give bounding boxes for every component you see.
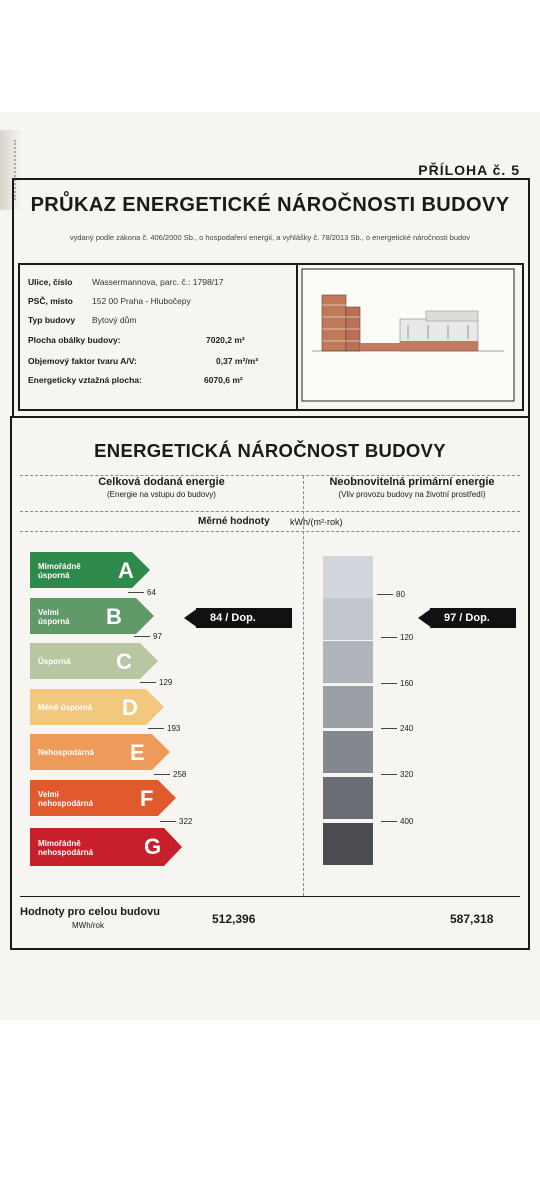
building-drawing	[298, 265, 518, 405]
right-tick-120	[381, 633, 413, 642]
left-tick-322	[160, 817, 192, 826]
class-C-label: Úsporná	[38, 657, 71, 666]
primary-class-D	[323, 686, 373, 728]
primary-class-G	[323, 823, 373, 865]
psc-value: 152 00 Praha - Hlubočepy	[92, 296, 191, 306]
area-row	[28, 335, 245, 345]
class-C-letter: C	[116, 649, 132, 674]
right-tick-240	[381, 724, 413, 733]
class-F-letter: F	[140, 786, 154, 811]
ref-area-label: Energeticky vztažná plocha:	[28, 375, 142, 385]
primary-class-C	[323, 641, 373, 683]
delivered-energy-sub: (Energie na vstupu do budovy)	[107, 490, 216, 499]
type-row	[28, 315, 137, 325]
class-B-arrow	[30, 598, 154, 634]
psc-label: PSČ, místo	[28, 296, 73, 306]
area-value: 7020,2 m²	[206, 335, 245, 345]
street-row	[28, 277, 224, 287]
class-F-arrow	[30, 780, 176, 816]
left-tick-129-value: 129	[159, 678, 173, 687]
class-C-arrow	[30, 643, 158, 679]
column-divider	[303, 476, 304, 896]
certificate-subtitle: vydaný podle zákona č. 406/2000 Sb., o hospodaření energií, a vyhlášky č. 78/2013 Sb., o energetické náročnosti budov	[69, 233, 471, 242]
primary-energy-header	[304, 476, 520, 510]
left-tick-64-value: 64	[147, 588, 156, 597]
left-tick-129	[140, 678, 172, 687]
primary-class-B	[323, 598, 373, 640]
class-B-letter: B	[106, 604, 122, 629]
building-info	[18, 263, 298, 411]
subheader-rule	[20, 511, 520, 512]
factor-label: Objemový faktor tvaru A/V:	[28, 356, 137, 366]
class-A-letter: A	[118, 558, 134, 583]
factor-value: 0,37 m²/m³	[216, 356, 259, 366]
delivered-energy-title: Celková dodaná energie	[98, 476, 225, 488]
left-tick-193-value: 193	[167, 724, 181, 733]
primary-class-F	[323, 777, 373, 819]
class-G-letter: G	[144, 834, 162, 859]
left-tick-258	[154, 770, 186, 779]
footer-primary-value: 587,318	[450, 912, 494, 926]
footer-rule	[20, 896, 520, 897]
right-tick-80-value: 80	[396, 590, 405, 599]
left-tick-193	[148, 724, 180, 733]
right-tick-400-value: 400	[400, 817, 414, 826]
delivered-energy-badge	[196, 608, 292, 628]
right-tick-120-value: 120	[400, 633, 414, 642]
class-D-letter: D	[122, 695, 138, 720]
factor-row	[28, 356, 259, 366]
left-tick-322-value: 322	[179, 817, 193, 826]
street-label: Ulice, číslo	[28, 277, 73, 287]
class-E-label: Nehospodárná	[38, 748, 95, 757]
unit-rule	[20, 531, 520, 532]
badge-pointer	[418, 608, 432, 628]
certificate-title: PRŮKAZ ENERGETICKÉ NÁROČNOSTI BUDOVY	[30, 194, 510, 216]
annex-label: PŘÍLOHA č. 5	[418, 162, 520, 178]
class-G-arrow	[30, 828, 182, 864]
right-tick-80	[377, 590, 405, 599]
footer-label: Hodnoty pro celou budovu	[20, 906, 160, 918]
class-G-label: Mimořádně nehospodárná	[38, 839, 94, 857]
right-tick-400	[381, 817, 413, 826]
left-tick-64	[128, 588, 156, 597]
class-D-arrow	[30, 689, 164, 725]
primary-class-E	[323, 731, 373, 773]
right-tick-160-value: 160	[400, 679, 414, 688]
type-value: Bytový dům	[92, 315, 137, 325]
ref-area-value: 6070,6 m²	[204, 375, 243, 385]
primary-class-A	[323, 556, 373, 598]
primary-energy-sub: (Vliv provozu budovy na životní prostředí)	[338, 490, 486, 499]
right-tick-320	[381, 770, 413, 779]
class-E-letter: E	[130, 740, 145, 765]
class-E-arrow	[30, 734, 170, 770]
primary-energy-badge	[430, 608, 516, 628]
left-tick-258-value: 258	[173, 770, 187, 779]
primary-energy-title: Neobnovitelná primární energie	[329, 476, 495, 488]
ref-area-row	[28, 375, 243, 385]
delivered-energy-header	[20, 476, 303, 510]
right-tick-320-value: 320	[400, 770, 414, 779]
right-tick-240-value: 240	[400, 724, 414, 733]
street-value: Wassermannova, parc. č.: 1798/17	[92, 277, 224, 287]
type-label: Typ budovy	[28, 315, 76, 325]
area-label: Plocha obálky budovy:	[28, 335, 121, 345]
psc-row	[28, 296, 191, 306]
left-tick-97-value: 97	[153, 632, 162, 641]
badge-pointer	[184, 608, 198, 628]
primary-energy-badge-text: 97 / Dop.	[444, 612, 490, 624]
energy-title: ENERGETICKÁ NÁROČNOST BUDOVY	[94, 440, 446, 461]
footer-unit: MWh/rok	[72, 921, 104, 930]
class-F-label: Velmi nehospodárná	[38, 790, 94, 808]
class-D-label: Méně úsporná	[38, 703, 93, 712]
specific-values-label: Měrné hodnoty	[198, 516, 270, 527]
unit-label: kWh/(m²·rok)	[290, 517, 343, 527]
left-tick-97	[134, 632, 162, 641]
delivered-energy-badge-text: 84 / Dop.	[210, 612, 256, 624]
class-A-arrow	[30, 552, 150, 588]
right-tick-160	[381, 679, 413, 688]
building-image-frame	[296, 263, 524, 411]
class-B-label: Velmi úsporná	[38, 608, 70, 626]
footer-delivered-value: 512,396	[212, 912, 256, 926]
class-A-label: Mimořádně úsporná	[38, 562, 81, 580]
